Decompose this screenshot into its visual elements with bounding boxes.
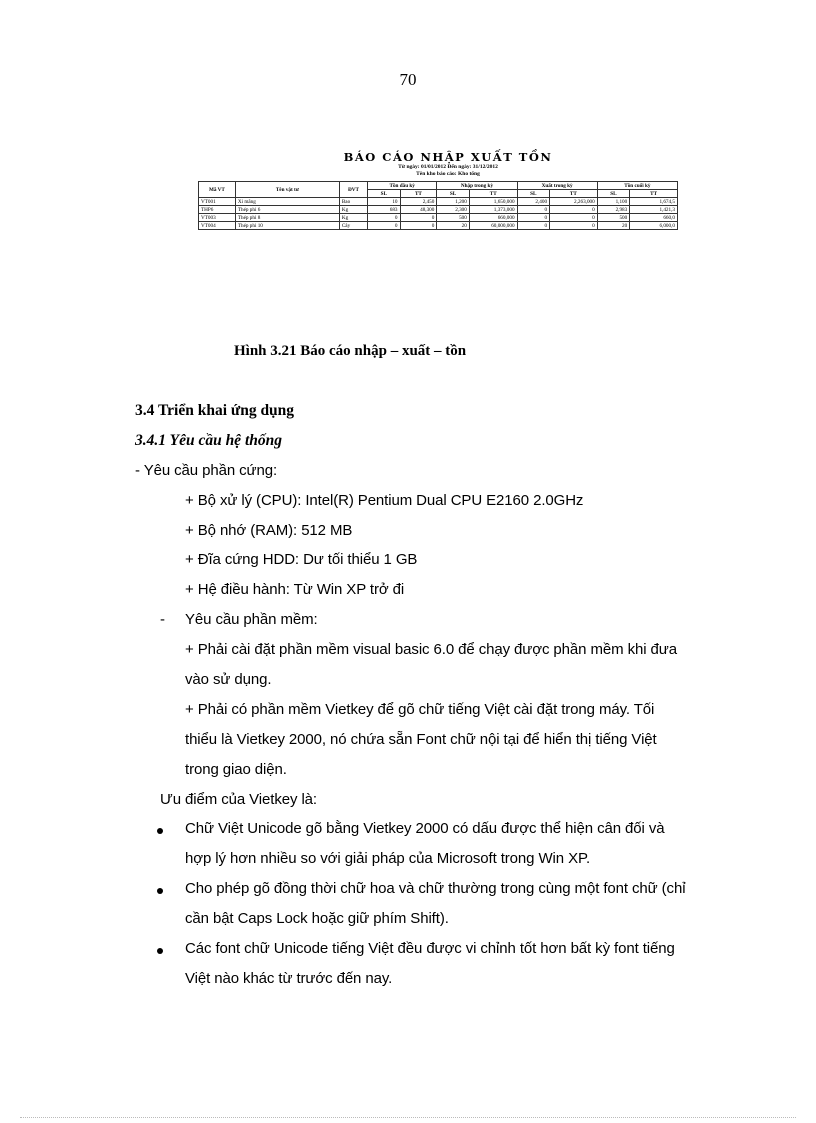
table-cell: 20	[437, 222, 470, 230]
section-heading: 3.4 Triển khai ứng dụng	[135, 402, 295, 419]
bullet-dot	[157, 828, 163, 834]
table-cell: 660,0	[630, 214, 678, 222]
table-cell: 1,421,3	[630, 206, 678, 214]
subsection-heading: 3.4.1 Yêu cầu hệ thống	[135, 432, 282, 449]
table-cell: 500	[437, 214, 470, 222]
software-line: + Phải có phần mềm Vietkey để gõ chữ tiếng Việt cài đặt trong máy. Tối	[185, 701, 655, 718]
sub-header: TT	[400, 190, 437, 198]
table-row	[199, 198, 678, 206]
hardware-title: - Yêu cầu phần cứng:	[135, 462, 278, 479]
sub-header: SL	[517, 190, 550, 198]
hardware-item: + Hệ điều hành: Từ Win XP trở đi	[185, 581, 405, 598]
table-cell: 2,300	[437, 206, 470, 214]
report-body	[199, 198, 678, 230]
table-cell: 0	[400, 222, 437, 230]
table-cell: 10	[368, 198, 401, 206]
table-row	[199, 214, 678, 222]
col-header: Tên vật tư	[235, 182, 339, 198]
list-dash: -	[160, 611, 165, 628]
col-header: Xuất trong kỳ	[517, 182, 597, 190]
table-cell: 1,650,000	[469, 198, 517, 206]
report-date-range: Từ ngày: 01/01/2012 Đến ngày: 31/12/2012	[398, 164, 498, 170]
sub-header: TT	[630, 190, 678, 198]
table-cell: VT003	[199, 214, 236, 222]
table-cell: 1,674,5	[630, 198, 678, 206]
bullet-text: Chữ Việt Unicode gõ bằng Vietkey 2000 có dấu được thể hiện cân đối và	[185, 820, 665, 837]
col-header: Tồn đầu kỳ	[368, 182, 437, 190]
report-header-row	[199, 182, 678, 190]
page-number: 70	[399, 70, 417, 89]
bullet-text: Các font chữ Unicode tiếng Việt đều được vi chỉnh tốt hơn bất kỳ font tiếng	[185, 940, 675, 957]
software-line: trong giao diện.	[185, 761, 287, 778]
table-row	[199, 222, 678, 230]
bullet-text: cần bật Caps Lock hoặc giữ phím Shift).	[185, 910, 449, 927]
table-cell: VT004	[199, 222, 236, 230]
software-line: thiểu là Vietkey 2000, nó chứa sẵn Font chữ nội tại để hiển thị tiếng Việt	[185, 731, 657, 748]
hardware-item: + Bộ nhớ (RAM): 512 MB	[185, 522, 353, 539]
sub-header: SL	[597, 190, 630, 198]
hardware-item: + Bộ xử lý (CPU): Intel(R) Pentium Dual CPU E2160 2.0GHz	[185, 492, 584, 509]
bullet-dot	[157, 888, 163, 894]
table-cell: 48,300	[400, 206, 437, 214]
table-cell: Thép phi 6	[235, 206, 339, 214]
report-figure	[198, 150, 675, 254]
table-cell: 0	[550, 206, 598, 214]
table-cell: 0	[368, 214, 401, 222]
table-cell: 0	[550, 214, 598, 222]
table-cell: 500	[597, 214, 630, 222]
table-cell: 20	[597, 222, 630, 230]
table-cell: 1,373,000	[469, 206, 517, 214]
bullet-text: hợp lý hơn nhiều so với giải pháp của Microsoft trong Win XP.	[185, 850, 591, 867]
table-cell: 660,000	[469, 214, 517, 222]
bullet-text: Cho phép gõ đồng thời chữ hoa và chữ thường trong cùng một font chữ (chỉ	[185, 880, 686, 897]
advantages-title: Ưu điểm của Vietkey là:	[160, 791, 317, 808]
sub-header: TT	[469, 190, 517, 198]
table-cell: VT001	[199, 198, 236, 206]
table-cell: 0	[517, 206, 550, 214]
bullet-text: Việt nào khác từ trước đến nay.	[185, 970, 393, 987]
sub-header: SL	[368, 190, 401, 198]
software-title: Yêu cầu phần mềm:	[185, 611, 318, 628]
table-cell: Cây	[339, 222, 367, 230]
table-cell: 1,200	[437, 198, 470, 206]
col-header: Tồn cuối kỳ	[597, 182, 677, 190]
report-title: BÁO CÁO NHẬP XUẤT TỒN	[343, 150, 553, 164]
table-cell: 2,450	[400, 198, 437, 206]
table-cell: 0	[550, 222, 598, 230]
col-header: Nhập trong kỳ	[437, 182, 517, 190]
figure-caption: Hình 3.21 Báo cáo nhập – xuất – tồn	[234, 343, 467, 359]
table-cell: Xi măng	[235, 198, 339, 206]
table-cell: 60,000,000	[469, 222, 517, 230]
table-cell: 0	[517, 214, 550, 222]
footer-rule	[20, 1117, 796, 1118]
table-cell: Kg	[339, 214, 367, 222]
table-cell: Bao	[339, 198, 367, 206]
table-cell: 2,263,000	[550, 198, 598, 206]
col-header: Mã VT	[199, 182, 236, 198]
table-cell: 0	[368, 222, 401, 230]
report-warehouse: Tên kho báo cáo: Kho tổng	[416, 171, 480, 177]
sub-header: SL	[437, 190, 470, 198]
table-cell: 683	[368, 206, 401, 214]
table-cell: Thép phi 10	[235, 222, 339, 230]
table-cell: 2,400	[517, 198, 550, 206]
software-line: vào sử dụng.	[185, 671, 272, 688]
table-cell: Thép phi 8	[235, 214, 339, 222]
table-cell: 6,000,0	[630, 222, 678, 230]
software-line: + Phải cài đặt phần mềm visual basic 6.0 để chạy được phần mềm khi đưa	[185, 641, 677, 658]
bullet-dot	[157, 948, 163, 954]
report-table	[198, 181, 678, 230]
col-header: ĐVT	[339, 182, 367, 198]
table-cell: Kg	[339, 206, 367, 214]
table-row	[199, 206, 678, 214]
table-cell: 2,983	[597, 206, 630, 214]
hardware-item: + Đĩa cứng HDD: Dư tối thiểu 1 GB	[185, 551, 418, 568]
table-cell: 1,100	[597, 198, 630, 206]
table-cell: 0	[400, 214, 437, 222]
table-cell: 0	[517, 222, 550, 230]
sub-header: TT	[550, 190, 598, 198]
table-cell: THP6	[199, 206, 236, 214]
